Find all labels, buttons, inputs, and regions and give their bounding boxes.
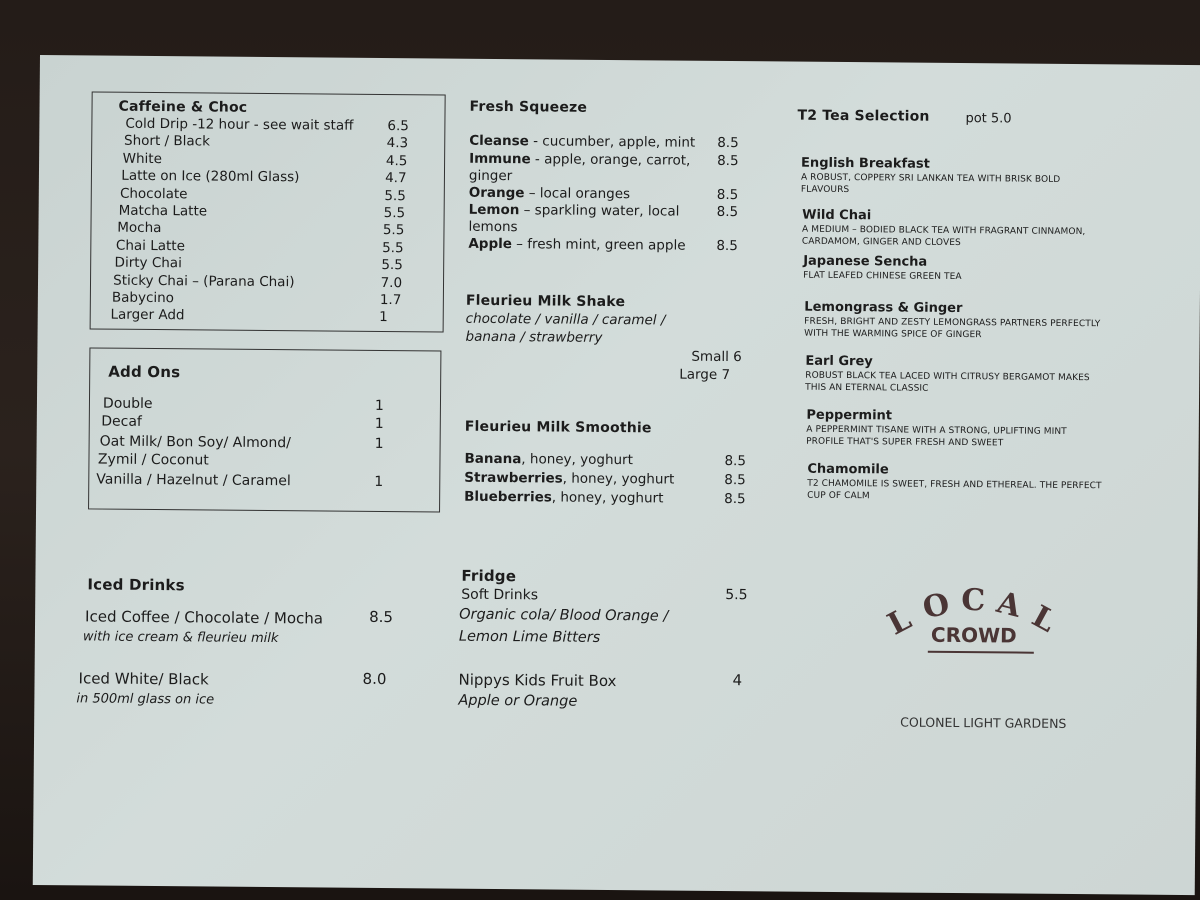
addon-item-name: Oat Milk/ Bon Soy/ Almond/ [99,433,291,452]
iced-white-name: Iced White/ Black [78,669,209,689]
shake-title: Fleurieu Milk Shake [465,292,626,311]
iced-coffee-price: 8.5 [369,607,394,627]
squeeze-item [469,151,690,169]
squeeze-item-price: 8.5 [717,152,739,170]
tea-item-name: Lemongrass & Ginger [804,299,963,317]
tea-item-desc-line1: A MEDIUM – BODIED BLACK TEA WITH FRAGRANT CINNAMON, [801,224,1086,238]
caffeine-item-price: 4.5 [385,152,408,170]
squeeze-item-name: Orange [468,184,525,202]
tea-item-desc-line2: PROFILE THAT'S SUPER FRESH AND SWEET [806,436,1004,449]
brand-logo-crowd: CROWD [930,622,1017,648]
squeeze-item [468,219,517,235]
smoothie-item-price: 8.5 [724,490,746,508]
caffeine-item-name: Mocha [117,220,162,237]
tea-item-desc-line2: WITH THE WARMING SPICE OF GINGER [804,328,982,341]
caffeine-item-name: Dirty Chai [114,254,182,272]
addon-item-name: Decaf [101,413,142,430]
squeeze-item-desc: ginger [468,167,513,185]
caffeine-item-price: 5.5 [383,205,406,222]
squeeze-item-price: 8.5 [716,203,739,221]
caffeine-item-price: 5.5 [381,257,403,274]
caffeine-item-name: Chocolate [119,185,188,202]
smoothie-item-desc: , honey, yoghurt [551,489,664,507]
caffeine-item-price: 1.7 [379,291,402,309]
brand-letter-2: O [919,586,954,627]
addon-item-price: 1 [374,397,384,415]
smoothie-item-name: Blueberries [464,488,552,506]
caffeine-item-name: White [122,150,163,167]
caffeine-item-name: Matcha Latte [118,202,208,220]
caffeine-item-price: 5.5 [382,239,404,256]
tea-item-desc-line1: A PEPPERMINT TISANE WITH A STRONG, UPLIFTING MINT [806,424,1067,437]
addon-item-price: 1 [374,415,384,433]
brand-letter-4: A [993,585,1025,625]
squeeze-item-name: Cleanse [469,132,529,150]
squeeze-item [469,202,680,220]
fridge-soft-desc-line2: Lemon Lime Bitters [458,628,601,646]
tea-item-desc-line2: CUP OF CALM [807,490,870,502]
addon-item-name: Double [102,395,153,412]
squeeze-item [469,133,695,151]
squeeze-item-price: 8.5 [716,186,739,204]
squeeze-item-price: 8.5 [717,134,739,152]
caffeine-item-price: 4.3 [386,135,409,152]
addon-item-name: Vanilla / Hazelnut / Caramel [96,471,291,490]
caffeine-item-name: Cold Drip -12 hour - see wait staff [125,115,354,134]
caffeine-item-price: 5.5 [384,187,406,204]
menu-sheet [33,55,1200,895]
brand-letter-5: L [1026,598,1062,640]
smoothie-item-name: Strawberries [464,469,563,487]
squeeze-item-desc: - apple, orange, carrot, [530,151,691,169]
squeeze-title: Fresh Squeeze [469,98,588,116]
squeeze-item-desc: – sparkling water, local [519,202,680,220]
shake-flavours-line1: chocolate / vanilla / caramel / [465,310,666,329]
addon-item-price: 1 [374,473,384,491]
iced-white-desc: in 500ml glass on ice [76,691,215,708]
squeeze-item [469,168,512,184]
smoothie-item-price: 8.5 [724,452,747,470]
caffeine-item-name: Chai Latte [115,237,185,255]
iced-coffee-desc: with ice cream & fleurieu milk [82,629,279,647]
caffeine-title: Caffeine & Choc [118,98,248,116]
smoothie-item-desc: , honey, yoghurt [562,470,675,488]
caffeine-item-name: Larger Add [110,307,185,324]
fridge-title: Fridge [461,566,517,586]
tea-item-name: Japanese Sencha [803,253,928,270]
squeeze-item-desc: – fresh mint, green apple [511,236,686,254]
smoothie-item-name: Banana [464,450,522,468]
tea-item-desc-line2: THIS AN ETERNAL CLASSIC [805,382,929,394]
iced-coffee-name: Iced Coffee / Chocolate / Mocha [85,607,324,628]
addon-item-price: 1 [374,435,384,453]
fridge-kids-desc: Apple or Orange [458,692,578,710]
tea-item-name: Wild Chai [802,207,872,224]
fridge-soft-drinks: Soft Drinks [461,586,539,604]
brand-underline [928,651,1034,654]
caffeine-item-price: 5.5 [382,222,405,239]
tea-item-desc-line1: FLAT LEAFED CHINESE GREEN TEA [803,270,962,283]
squeeze-item-name: Immune [469,150,531,168]
squeeze-item-price: 8.5 [716,237,738,255]
caffeine-item-price: 4.7 [385,170,407,187]
smoothie-title: Fleurieu Milk Smoothie [464,418,652,437]
smoothie-item [464,470,674,488]
smoothie-item [464,489,663,507]
tea-item-desc-line2: CARDAMOM, GINGER AND CLOVES [801,236,961,249]
smoothie-item-price: 8.5 [724,471,746,489]
addon-item-name: Zymil / Coconut [97,451,209,469]
fridge-soft-price: 5.5 [725,587,748,604]
caffeine-item-name: Latte on Ice (280ml Glass) [121,167,300,186]
tea-item-desc-line1: FRESH, BRIGHT AND ZESTY LEMONGRASS PARTNERS PERFECTLY [804,316,1101,330]
squeeze-item [468,236,685,254]
tea-item-name: Earl Grey [805,353,873,370]
tea-item-desc-line1: ROBUST BLACK TEA LACED WITH CITRUSY BERGAMOT MAKES [805,370,1090,384]
squeeze-item-desc: – local oranges [524,185,631,203]
brand-location: COLONEL LIGHT GARDENS [900,714,1067,731]
brand-letter-3: C [961,583,986,619]
tea-title: T2 Tea Selection [797,107,930,125]
squeeze-item-name: Lemon [468,201,520,219]
caffeine-item-name: Sticky Chai – (Parana Chai) [113,272,295,290]
fridge-kids-price: 4 [732,671,743,690]
tea-pot-price: pot 5.0 [965,111,1012,127]
iced-white-price: 8.0 [362,669,387,689]
fridge-kids: Nippys Kids Fruit Box [458,670,617,691]
tea-item-desc-line2: FLAVOURS [800,184,850,196]
caffeine-item-name: Babycino [111,289,175,307]
smoothie-item-desc: , honey, yoghurt [521,451,634,469]
caffeine-item-price: 1 [379,309,388,326]
shake-large: Large 7 [679,366,731,384]
fridge-soft-desc-line1: Organic cola/ Blood Orange / [459,606,669,625]
squeeze-item [469,185,630,202]
squeeze-item-name: Apple [468,235,512,253]
tea-item-name: Peppermint [806,407,893,424]
tea-item-name: English Breakfast [801,155,930,172]
tea-item-name: Chamomile [807,461,889,478]
iced-title: Iced Drinks [87,575,185,595]
tea-item-desc-line1: T2 CHAMOMILE IS SWEET, FRESH AND ETHEREAL. THE PERFECT [807,478,1102,492]
caffeine-item-name: Short / Black [123,133,211,150]
addons-title: Add Ons [108,362,181,382]
smoothie-item [464,451,633,468]
shake-flavours-line2: banana / strawberry [465,328,603,346]
caffeine-item-price: 6.5 [387,118,409,135]
brand-letter-1: L [882,601,918,643]
caffeine-item-price: 7.0 [380,274,403,291]
tea-item-desc-line1: A ROBUST, COPPERY SRI LANKAN TEA WITH BRISK BOLD [800,172,1061,185]
squeeze-item-desc: - cucumber, apple, mint [528,133,696,151]
squeeze-item-desc: lemons [468,218,518,236]
shake-small: Small 6 [691,348,742,366]
